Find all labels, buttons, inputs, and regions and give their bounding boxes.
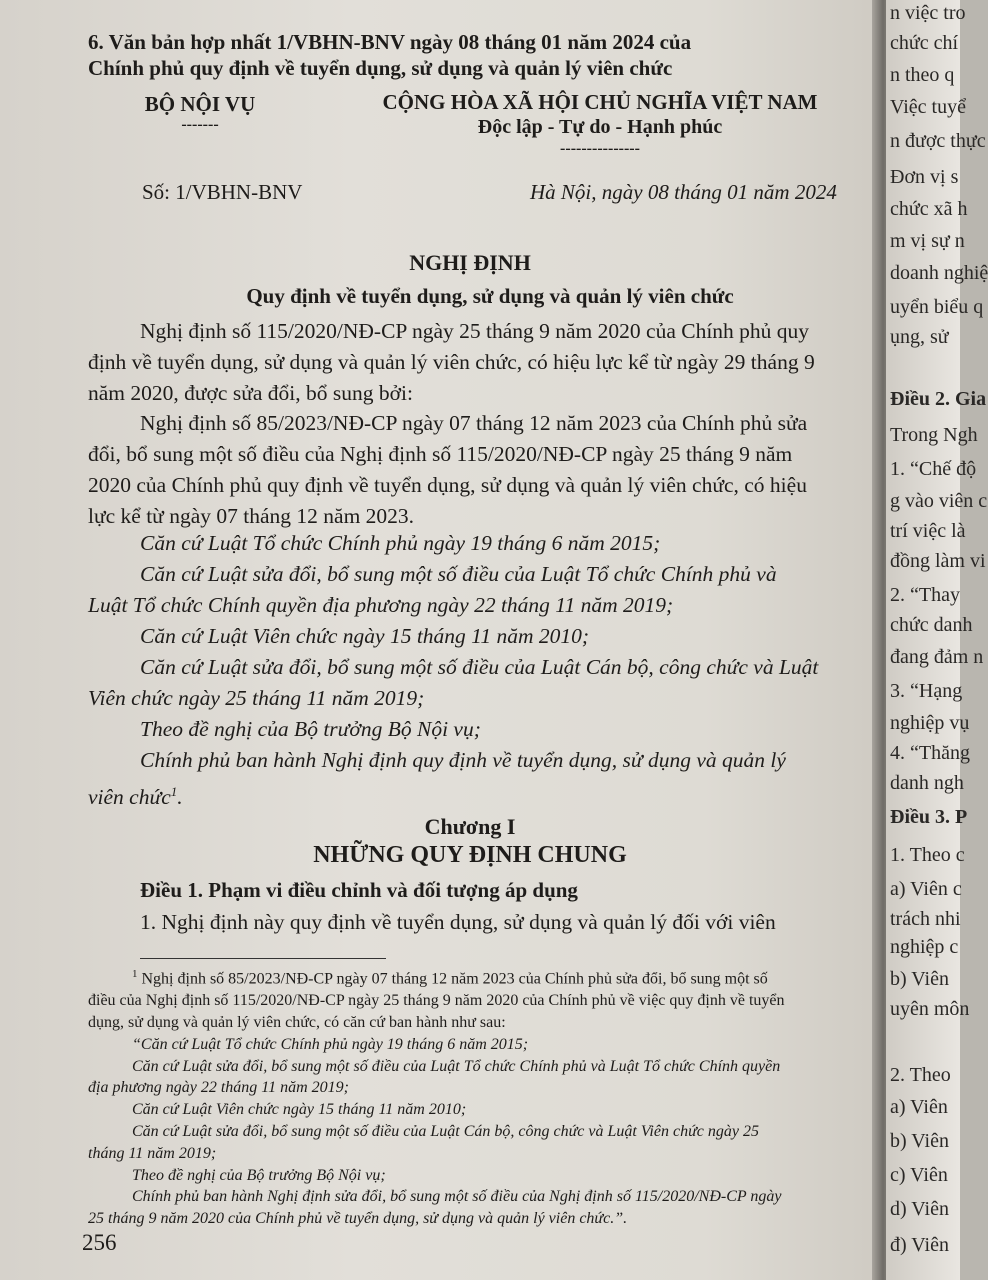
legal-basis-2b: Luật Tổ chức Chính quyền địa phương ngày 22 tháng 11 năm 2019; xyxy=(88,593,674,617)
text-line: định về tuyển dụng, sử dụng và quản lý viên chức, có hiệu lực kể từ ngày 29 tháng 9 xyxy=(88,350,815,374)
adjacent-line: n được thực xyxy=(890,130,986,152)
adjacent-line: Điều 3. P xyxy=(890,806,968,828)
footnote-separator xyxy=(140,958,386,959)
adjacent-line: Trong Ngh xyxy=(890,424,978,446)
article-1-clause-1: 1. Nghị định này quy định về tuyển dụng, sử dụng và quản lý đối với viên xyxy=(140,910,776,934)
chapter-label: Chương I xyxy=(424,814,516,839)
legal-basis-1: Căn cứ Luật Tổ chức Chính phủ ngày 19 tháng 6 năm 2015; xyxy=(140,531,661,555)
footnote-line: Theo đề nghị của Bộ trưởng Bộ Nội vụ; xyxy=(132,1166,386,1184)
footnote-line: 25 tháng 9 năm 2020 của Chính phủ về tuyển dụng, sử dụng và quản lý viên chức.”. xyxy=(88,1210,628,1228)
adjacent-line: 2. Theo xyxy=(890,1064,951,1086)
adjacent-line: m vị sự n xyxy=(890,230,965,252)
adjacent-line: 4. “Thăng xyxy=(890,742,970,764)
legal-basis-6b-end: . xyxy=(177,785,183,810)
legal-basis-3: Căn cứ Luật Viên chức ngày 15 tháng 11 năm 2010; xyxy=(140,624,590,648)
text-line: Nghị định số 85/2023/NĐ-CP ngày 07 tháng 12 năm 2023 của Chính phủ sửa xyxy=(140,411,808,435)
adjacent-line: đ) Viên xyxy=(890,1234,949,1256)
legal-basis-6b-text: viên chức xyxy=(88,785,171,810)
footnote-line: Căn cứ Luật sửa đổi, bổ sung một số điều của Luật Tổ chức Chính phủ và Luật Tổ chức Chính quyền xyxy=(132,1057,781,1075)
adjacent-line: nghiệp vụ xyxy=(890,712,970,734)
footnote xyxy=(88,964,854,1230)
adjacent-line: uyển biểu q xyxy=(890,296,984,318)
footnote-line: Căn cứ Luật sửa đổi, bổ sung một số điều của Luật Cán bộ, công chức và Luật Viên chức ngày 25 xyxy=(132,1122,759,1140)
footnote-line: Căn cứ Luật Viên chức ngày 15 tháng 11 năm 2010; xyxy=(132,1101,467,1119)
legal-basis-6a: Chính phủ ban hành Nghị định quy định về tuyển dụng, sử dụng và quản lý xyxy=(140,748,786,772)
document-subject: Quy định về tuyển dụng, sử dụng và quản lý viên chức xyxy=(246,284,734,308)
adjacent-line: d) Viên xyxy=(890,1198,949,1220)
adjacent-line: chức danh xyxy=(890,614,973,636)
footnote-line: điều của Nghị định số 115/2020/NĐ-CP ngày 25 tháng 9 năm 2020 của Chính phủ về việc quy định về tuyển xyxy=(88,992,785,1010)
adjacent-line: nghiệp c xyxy=(890,936,959,958)
footnote-number: 1 xyxy=(132,968,138,980)
adjacent-line: n việc tro xyxy=(890,2,966,24)
place-date: Hà Nội, ngày 08 tháng 01 năm 2024 xyxy=(530,180,837,204)
text-line: đổi, bổ sung một số điều của Nghị định số 115/2020/NĐ-CP ngày 25 tháng 9 năm xyxy=(88,442,793,466)
footnote-line: dụng, sử dụng và quản lý viên chức, có căn cứ ban hành như sau: xyxy=(88,1013,506,1031)
legal-basis-4b: Viên chức ngày 25 tháng 11 năm 2019; xyxy=(88,686,425,710)
motto-rule: --------------- xyxy=(560,140,640,157)
text-line: năm 2020, được sửa đổi, bổ sung bởi: xyxy=(88,381,413,405)
adjacent-line: ụng, sử xyxy=(890,326,949,348)
document-heading-line2: Chính phủ quy định về tuyển dụng, sử dụng và quản lý viên chức xyxy=(88,56,673,80)
chapter-title: NHỮNG QUY ĐỊNH CHUNG xyxy=(313,842,627,868)
footnote-line-text: Nghị định số 85/2023/NĐ-CP ngày 07 tháng 12 năm 2023 của Chính phủ sửa đổi, bổ sung một số xyxy=(137,970,768,988)
footnote-line: “Căn cứ Luật Tổ chức Chính phủ ngày 19 tháng 6 năm 2015; xyxy=(132,1035,529,1053)
adjacent-line: b) Viên xyxy=(890,968,949,990)
adjacent-line: uyên môn xyxy=(890,998,970,1020)
document-number: Số: 1/VBHN-BNV xyxy=(142,180,303,204)
adjacent-line: trí việc là xyxy=(890,520,966,542)
republic-name: CỘNG HÒA XÃ HỘI CHỦ NGHĨA VIỆT NAM xyxy=(382,90,818,114)
footnote-line xyxy=(88,964,854,990)
legal-basis-2a: Căn cứ Luật sửa đổi, bổ sung một số điều của Luật Tổ chức Chính phủ và xyxy=(140,562,777,586)
text-line: lực kể từ ngày 07 tháng 12 năm 2023. xyxy=(88,504,415,528)
adjacent-line: trách nhi xyxy=(890,908,961,930)
text-line: 2020 của Chính phủ quy định về tuyển dụng, sử dụng và quản lý viên chức, có hiệu xyxy=(88,473,807,497)
agency-name: BỘ NỘI VỤ xyxy=(144,92,256,116)
adjacent-line: Việc tuyể xyxy=(890,96,966,118)
adjacent-line: Điều 2. Gia xyxy=(890,388,987,410)
footnote-line: Chính phủ ban hành Nghị định sửa đổi, bổ sung một số điều của Nghị định số 115/2020/NĐ-CP ngày xyxy=(132,1188,782,1206)
adjacent-line: g vào viên c xyxy=(890,490,988,512)
adjacent-line: n theo q xyxy=(890,64,955,86)
adjacent-line: 3. “Hạng xyxy=(890,680,963,702)
document-type-title: NGHỊ ĐỊNH xyxy=(409,250,531,275)
adjacent-line: a) Viên xyxy=(890,1096,948,1118)
adjacent-line: chức chí xyxy=(890,32,959,54)
adjacent-page xyxy=(886,0,988,1280)
agency-rule: ------- xyxy=(181,116,219,133)
article-1-heading: Điều 1. Phạm vi điều chỉnh và đối tượng áp dụng xyxy=(140,878,578,902)
adjacent-line: doanh nghiệ xyxy=(890,262,988,284)
adjacent-line: đang đảm n xyxy=(890,646,984,668)
adjacent-line: danh ngh xyxy=(890,772,964,794)
page-number: 256 xyxy=(82,1230,117,1255)
intro-paragraph-1 xyxy=(88,316,854,409)
document-heading-line1: 6. Văn bản hợp nhất 1/VBHN-BNV ngày 08 tháng 01 năm 2024 của xyxy=(88,30,692,54)
legal-basis-list xyxy=(88,528,854,813)
adjacent-line: c) Viên xyxy=(890,1164,948,1186)
text-line: Nghị định số 115/2020/NĐ-CP ngày 25 tháng 9 năm 2020 của Chính phủ quy xyxy=(140,319,810,343)
adjacent-line: đồng làm vi xyxy=(890,550,986,572)
adjacent-line: a) Viên c xyxy=(890,878,962,900)
legal-basis-4a: Căn cứ Luật sửa đổi, bổ sung một số điều của Luật Cán bộ, công chức và Luật xyxy=(140,655,819,679)
national-motto: Độc lập - Tự do - Hạnh phúc xyxy=(477,116,723,138)
adjacent-line: b) Viên xyxy=(890,1130,949,1152)
footnote-ref[interactable]: 1 xyxy=(170,784,178,799)
adjacent-line: 1. “Chế độ xyxy=(890,458,977,480)
adjacent-line: 1. Theo c xyxy=(890,844,965,866)
adjacent-line: Đơn vị s xyxy=(890,166,959,188)
footnote-line: địa phương ngày 22 tháng 11 năm 2019; xyxy=(88,1079,349,1097)
adjacent-line: 2. “Thay xyxy=(890,584,960,606)
legal-basis-6b xyxy=(88,776,854,813)
legal-basis-5: Theo đề nghị của Bộ trưởng Bộ Nội vụ; xyxy=(140,717,481,741)
adjacent-line: chức xã h xyxy=(890,198,968,220)
intro-paragraph-2 xyxy=(88,408,854,532)
footnote-line: tháng 11 năm 2019; xyxy=(88,1144,217,1162)
